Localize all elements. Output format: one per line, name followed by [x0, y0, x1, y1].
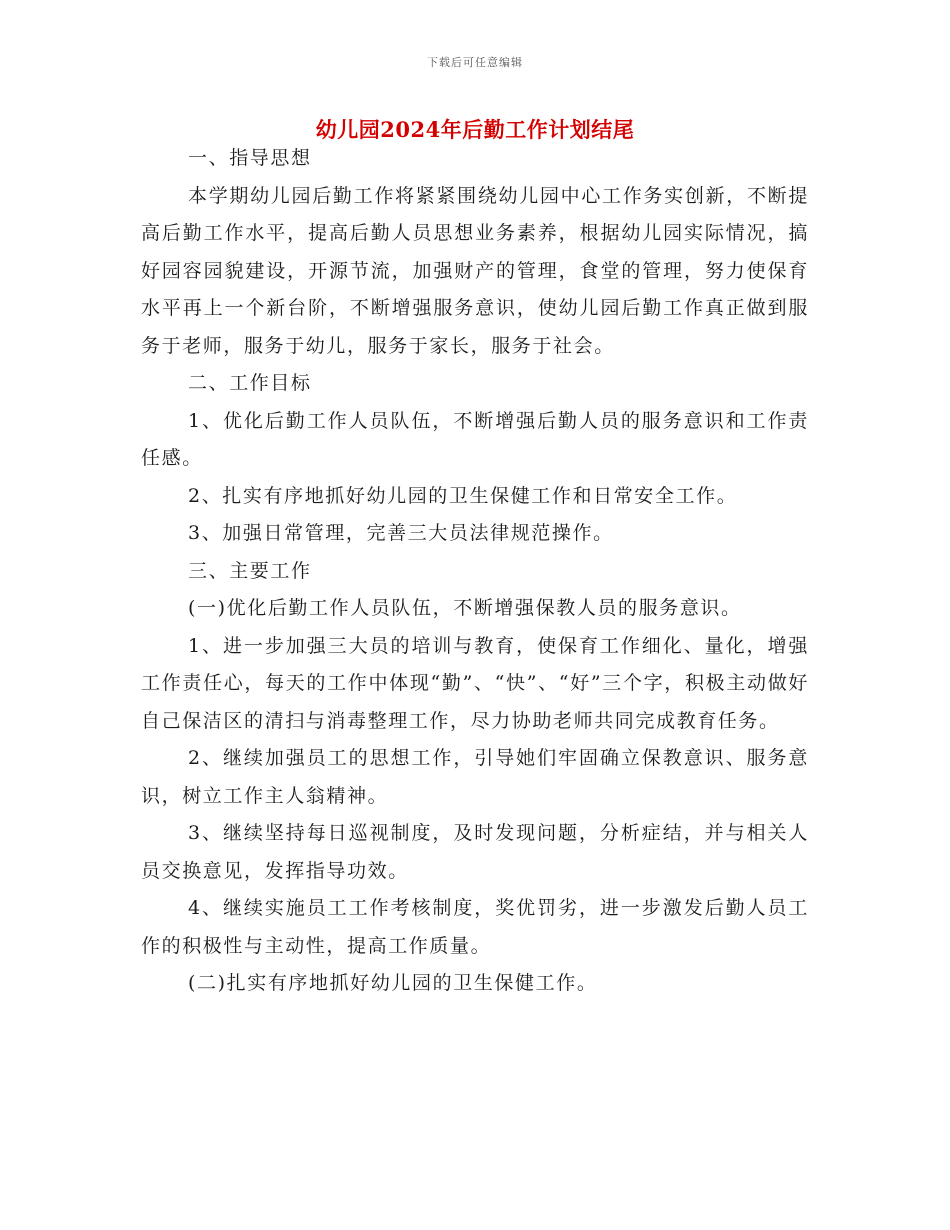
list-item: 2、继续加强员工的思想工作，引导她们牢固确立保教意识、服务意识，树立工作主人翁精神。 [141, 747, 809, 807]
document-title: 幼儿园2024年后勤工作计划结尾 [315, 117, 635, 142]
subsection-heading: (一)优化后勤工作人员队伍，不断增强保教人员的服务意识。 [188, 597, 742, 619]
section-heading: 一、指导思想 [188, 147, 312, 169]
list-item: 4、继续实施员工工作考核制度，奖优罚劣，进一步激发后勤人员工作的积极性与主动性，提高工作质量。 [141, 897, 809, 957]
list-item: 2、扎实有序地抓好幼儿园的卫生保健工作和日常安全工作。 [188, 484, 738, 507]
paragraph: 本学期幼儿园后勤工作将紧紧围绕幼儿园中心工作务实创新，不断提高后勤工作水平，提高后勤人员思想业务素养，根据幼儿园实际情况，搞好园容园貌建设，开源节流，加强财产的管理，食堂的管理，努力使保育水平再上一个新台阶，不断增强服务意识，使幼儿园后勤工作真正做到服务于老师，服务于幼儿，服务于家长，服务于社会。 [141, 184, 809, 357]
document-body [141, 140, 809, 1003]
list-item: 3、加强日常管理，完善三大员法律规范操作。 [188, 522, 614, 544]
list-item: 1、进一步加强三大员的培训与教育，使保育工作细化、量化，增强工作责任心，每天的工作中体现“勤”、“快”、“好”三个字，积极主动做好自己保洁区的清扫与消毒整理工作，尽力协助老师共同完成教育任务。 [141, 634, 809, 732]
subsection-heading: (二)扎实有序地抓好幼儿园的卫生保健工作。 [188, 972, 598, 994]
list-item: 3、继续坚持每日巡视制度，及时发现问题，分析症结，并与相关人员交换意见，发挥指导功效。 [141, 822, 809, 882]
section-heading: 三、主要工作 [188, 559, 312, 582]
header-note: 下载后可任意编辑 [427, 56, 523, 69]
list-item: 1、优化后勤工作人员队伍，不断增强后勤人员的服务意识和工作责任感。 [141, 409, 809, 469]
section-heading: 二、工作目标 [188, 372, 312, 394]
